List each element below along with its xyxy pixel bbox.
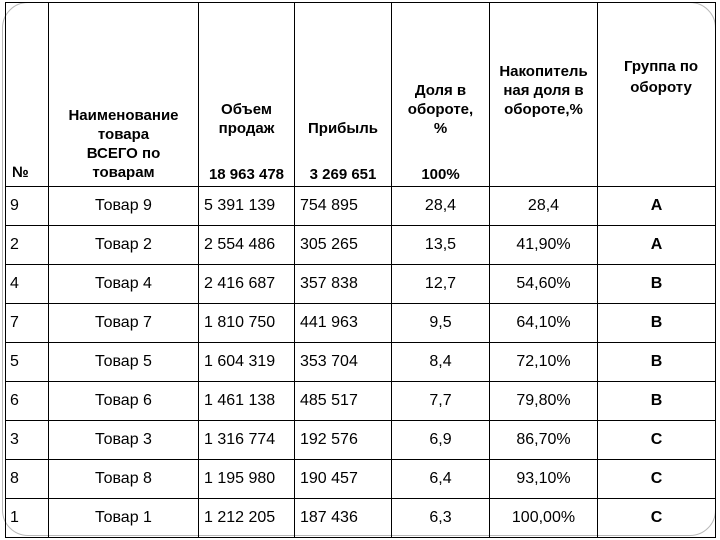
row-volume: 1 461 138: [199, 382, 295, 421]
row-group: C: [598, 460, 716, 499]
row-share: 6,9: [392, 421, 490, 460]
total-profit: 3 269 651: [309, 166, 377, 183]
table-row: [6, 343, 716, 382]
row-group: B: [598, 343, 716, 382]
table-row: [6, 226, 716, 265]
row-cumulative: 72,10%: [490, 343, 598, 382]
row-num: 3: [6, 421, 49, 460]
row-name: Товар 8: [49, 460, 199, 499]
total-volume: 18 963 478: [208, 166, 285, 183]
row-profit: 441 963: [295, 304, 392, 343]
row-share: 6,3: [392, 499, 490, 538]
row-cumulative: 28,4: [490, 187, 598, 226]
row-num: 8: [6, 460, 49, 499]
row-name: Товар 4: [49, 265, 199, 304]
table-row: [6, 304, 716, 343]
row-name: Товар 3: [49, 421, 199, 460]
row-cumulative: 41,90%: [490, 226, 598, 265]
row-group: B: [598, 382, 716, 421]
header-share: Доля в обороте, % 100%: [392, 3, 490, 187]
row-num: 9: [6, 187, 49, 226]
row-group: B: [598, 304, 716, 343]
row-cumulative: 93,10%: [490, 460, 598, 499]
row-share: 13,5: [392, 226, 490, 265]
row-name: Товар 5: [49, 343, 199, 382]
row-num: 1: [6, 499, 49, 538]
row-profit: 485 517: [295, 382, 392, 421]
row-cumulative: 86,70%: [490, 421, 598, 460]
table-row: [6, 460, 716, 499]
row-volume: 1 604 319: [199, 343, 295, 382]
table-row: [6, 382, 716, 421]
row-share: 6,4: [392, 460, 490, 499]
row-name: Товар 6: [49, 382, 199, 421]
row-volume: 1 212 205: [199, 499, 295, 538]
row-group: C: [598, 499, 716, 538]
row-share: 28,4: [392, 187, 490, 226]
row-profit: 190 457: [295, 460, 392, 499]
row-profit: 305 265: [295, 226, 392, 265]
row-name: Товар 2: [49, 226, 199, 265]
row-group: B: [598, 265, 716, 304]
row-group: A: [598, 187, 716, 226]
row-num: 2: [6, 226, 49, 265]
row-name: Товар 1: [49, 499, 199, 538]
row-volume: 2 554 486: [199, 226, 295, 265]
table-row: [6, 421, 716, 460]
row-share: 7,7: [392, 382, 490, 421]
table-row: [6, 187, 716, 226]
row-cumulative: 54,60%: [490, 265, 598, 304]
row-profit: 192 576: [295, 421, 392, 460]
row-num: 6: [6, 382, 49, 421]
row-share: 8,4: [392, 343, 490, 382]
row-volume: 1 195 980: [199, 460, 295, 499]
row-name: Товар 9: [49, 187, 199, 226]
row-share: 9,5: [392, 304, 490, 343]
row-group: C: [598, 421, 716, 460]
row-num: 7: [6, 304, 49, 343]
row-cumulative: 64,10%: [490, 304, 598, 343]
total-share: 100%: [421, 166, 460, 183]
total-label: ВСЕГО по: [86, 145, 161, 162]
row-num: 4: [6, 265, 49, 304]
row-volume: 1 810 750: [199, 304, 295, 343]
row-profit: 187 436: [295, 499, 392, 538]
header-cumulative: Накопитель ная доля в обороте,%: [490, 3, 598, 187]
row-profit: 357 838: [295, 265, 392, 304]
row-name: Товар 7: [49, 304, 199, 343]
header-volume: Объем продаж 18 963 478: [199, 3, 295, 187]
row-share: 12,7: [392, 265, 490, 304]
header-group-label: Группа по обороту: [623, 58, 699, 96]
row-group: A: [598, 226, 716, 265]
row-profit: 353 704: [295, 343, 392, 382]
row-volume: 2 416 687: [199, 265, 295, 304]
header-num: №: [6, 3, 49, 187]
table-row: [6, 265, 716, 304]
row-volume: 1 316 774: [199, 421, 295, 460]
row-profit: 754 895: [295, 187, 392, 226]
row-cumulative: 100,00%: [490, 499, 598, 538]
table-row: [6, 499, 716, 538]
row-volume: 5 391 139: [199, 187, 295, 226]
row-cumulative: 79,80%: [490, 382, 598, 421]
row-num: 5: [6, 343, 49, 382]
header-name: Наименование товара ВСЕГО по товарам: [49, 3, 199, 187]
header-profit: Прибыль 3 269 651: [295, 3, 392, 187]
